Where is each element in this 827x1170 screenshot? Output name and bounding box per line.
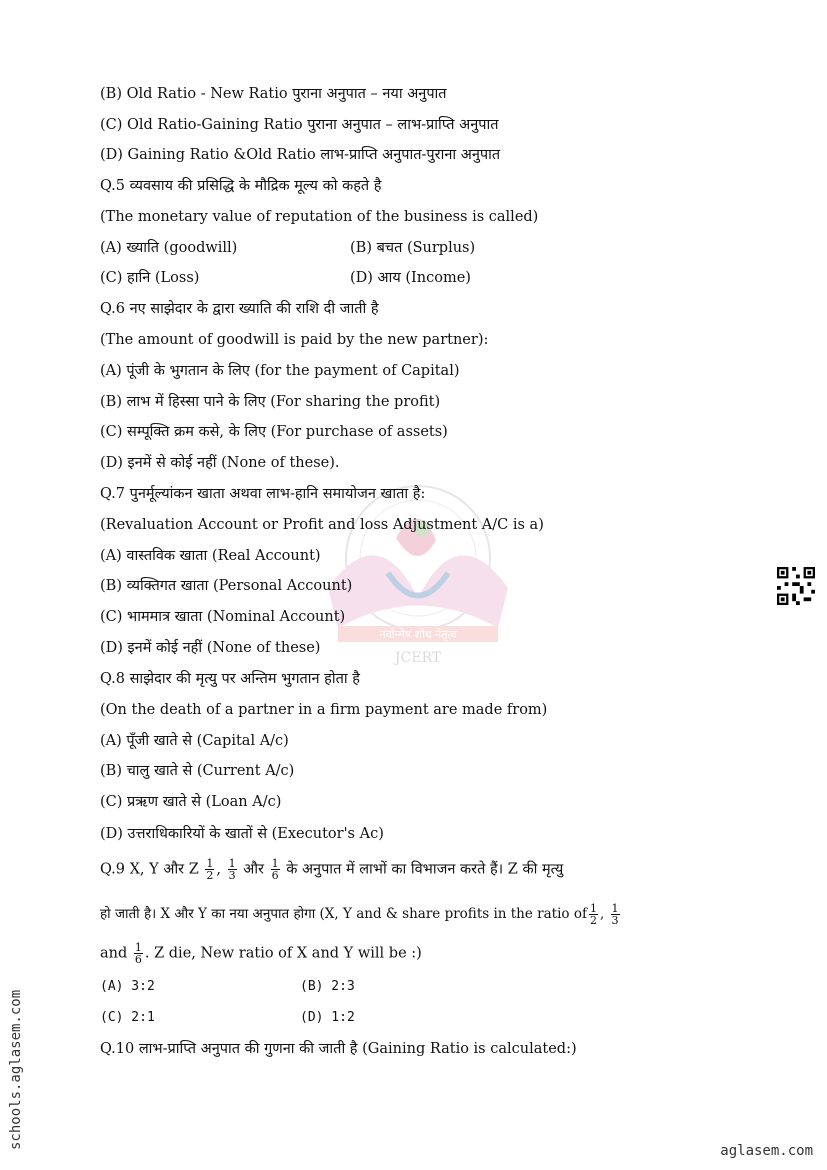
q9-option-a: (A) 3:2 <box>100 979 155 994</box>
q7-english: (Revaluation Account or Profit and loss Adjustment A/C is a) <box>100 517 544 533</box>
q8-option-b: (B) चालु खाते से (Current A/c) <box>100 763 295 779</box>
q5-question: Q.5 व्यवसाय की प्रसिद्धि के मौद्रिक मूल्य को कहते है <box>100 178 382 194</box>
q9-start: Q.9 X, Y और Z <box>100 861 199 878</box>
fraction-half-2: $\frac{1}{2}$ <box>589 902 597 927</box>
q7-option-a: (A) वास्तविक खाता (Real Account) <box>100 548 321 564</box>
q8-option-a: (A) पूँजी खाते से (Capital A/c) <box>100 733 289 749</box>
q10-question: Q.10 लाभ-प्राप्ति अनुपात की गुणना की जाती है (Gaining Ratio is calculated:) <box>100 1041 577 1057</box>
q9-line-3 <box>100 942 422 965</box>
q9-line-3-and: and <box>100 945 128 962</box>
q9-option-c: (C) 2:1 <box>100 1010 155 1025</box>
q7-question: Q.7 पुनर्मूल्यांकन खाता अथवा लाभ-हानि समायोजन खाता है: <box>100 486 426 502</box>
q7-option-b: (B) व्यक्तिगत खाता (Personal Account) <box>100 578 353 594</box>
qr-code-icon[interactable] <box>776 567 816 605</box>
q5-option-d: (D) आय (Income) <box>350 270 471 286</box>
q9-option-b: (B) 2:3 <box>300 979 355 994</box>
q8-option-c: (C) प्रऋण खाते से (Loan A/c) <box>100 794 282 810</box>
option-b-old-new: (B) Old Ratio - New Ratio पुराना अनुपात – नया अनुपात <box>100 86 447 102</box>
fraction-third-2: $\frac{1}{3}$ <box>611 902 619 927</box>
fraction-third: $\frac{1}{3}$ <box>228 857 236 882</box>
q6-option-c: (C) सम्पूक्ति क्रम कसे, के लिए (For purchase of assets) <box>100 424 448 440</box>
q8-english: (On the death of a partner in a firm payment are made from) <box>100 702 548 718</box>
fraction-sixth: $\frac{1}{6}$ <box>271 857 279 882</box>
q9-line-3-end: . Z die, New ratio of X and Y will be :) <box>144 945 422 962</box>
q7-option-c: (C) भाममात्र खाता (Nominal Account) <box>100 609 346 625</box>
q5-option-c: (C) हानि (Loss) <box>100 270 200 286</box>
jcert-watermark-logo <box>318 478 518 668</box>
q5-english: (The monetary value of reputation of the business is called) <box>100 209 539 225</box>
q6-question: Q.6 नए साझेदार के द्वारा ख्याति की राशि दी जाती है <box>100 301 379 317</box>
watermark-org: JCERT <box>394 650 442 666</box>
q6-english: (The amount of goodwill is paid by the new partner): <box>100 332 489 348</box>
q9-and: और <box>243 861 264 878</box>
fraction-half: $\frac{1}{2}$ <box>206 857 214 882</box>
q9-line-2: हो जाती है। X और Y का नया अनुपात होगा (X, Y and & share profits in the ratio of $\frac{1}{2}$ , $\frac{1}{3}$ <box>100 902 619 927</box>
q6-option-d: (D) इनमें से कोई नहीं (None of these). <box>100 455 340 471</box>
fraction-sixth-2: $\frac{1}{6}$ <box>134 941 142 966</box>
watermark-motto: नवोन्मेष शोध नेतृत्व <box>379 628 457 641</box>
q5-option-a: (A) ख्याति (goodwill) <box>100 240 238 256</box>
q5-option-b: (B) बचत (Surplus) <box>350 240 476 256</box>
q6-option-a: (A) पूंजी के भुगतान के लिए (for the payment of Capital) <box>100 363 460 379</box>
q9-line-2-text: हो जाती है। X और Y का नया अनुपात होगा (X, Y and & share profits in the ratio of <box>100 906 587 922</box>
footer-url: aglasem.com <box>720 1143 813 1159</box>
side-watermark-url: schools.aglasem.com <box>8 989 24 1150</box>
q6-option-b: (B) लाभ में हिस्सा पाने के लिए (For sharing the profit) <box>100 394 441 410</box>
q8-question: Q.8 साझेदार की मृत्यु पर अन्तिम भुगतान होता है <box>100 671 360 687</box>
q7-option-d: (D) इनमें कोई नहीं (None of these) <box>100 640 321 656</box>
q9-end: के अनुपात में लाभों का विभाजन करते हैं। Z की मृत्यु <box>286 861 564 878</box>
q9-option-d: (D) 1:2 <box>300 1010 355 1025</box>
q9-line-1: Q.9 X, Y और Z $\frac{1}{2}$ , $\frac{1}{3}$ और $\frac{1}{6}$ के अनुपात में लाभों का विभाजन करते हैं। Z की मृत्यु <box>100 857 564 882</box>
q8-option-d: (D) उत्तराधिकारियों के खातों से (Executor's Ac) <box>100 826 384 842</box>
option-d-gaining-old: (D) Gaining Ratio &Old Ratio लाभ-प्राप्ति अनुपात-पुराना अनुपात <box>100 147 501 163</box>
option-c-old-gaining: (C) Old Ratio-Gaining Ratio पुराना अनुपात – लाभ-प्राप्ति अनुपात <box>100 117 499 133</box>
